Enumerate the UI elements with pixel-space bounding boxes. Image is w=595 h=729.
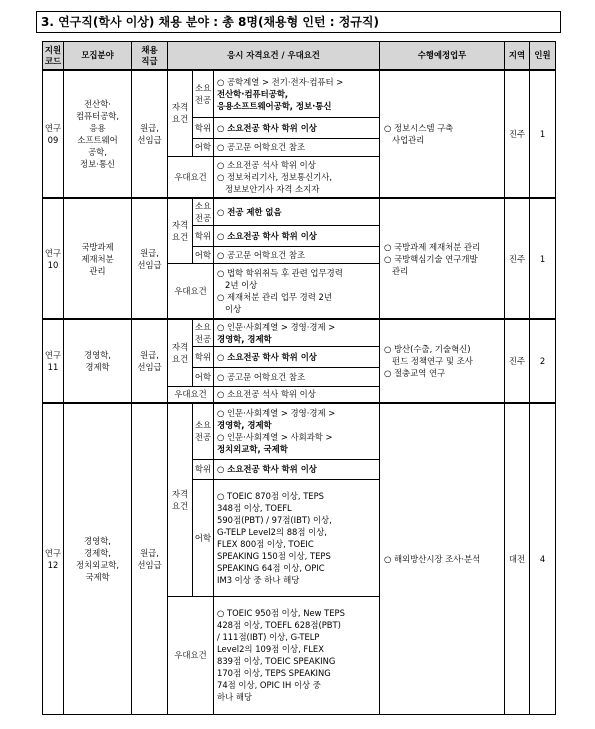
degree-label: 학위 xyxy=(193,117,214,138)
degree-requirement: ○ 소요전공 학사 학위 이상 xyxy=(214,117,380,138)
language-requirement: ○ TOEIC 870점 이상, TEPS 348점 이상, TOEFL 590점(PBT) / 97점(IBT) 이상, G-TELP Level2의 88점 이상, FLEX 800점 이상, TOEIC SPEAKING 150점 이상, TEPS SPEAKING 64점 이상, OPIC IM3 이상 중 하나 해당 xyxy=(214,479,380,596)
header-region: 지역 xyxy=(505,42,530,71)
code-cell: 연구 12 xyxy=(43,403,64,714)
major-requirement: ○ 인문·사회계열 > 경영·경제 > 경영학, 경제학 xyxy=(214,319,380,346)
header-field: 모집분야 xyxy=(64,42,132,71)
rank-cell: 원급, 선임급 xyxy=(132,403,168,714)
preference-label: 우대요건 xyxy=(168,263,214,319)
preference-label: 우대요건 xyxy=(168,596,214,714)
code-cell: 연구 09 xyxy=(43,70,64,198)
region-cell: 진주 xyxy=(505,198,530,319)
count-cell: 1 xyxy=(530,198,556,319)
table-row xyxy=(43,70,556,117)
major-label: 소요 전공 xyxy=(193,70,214,117)
qual-label: 자격 요건 xyxy=(168,319,193,386)
qual-label: 자격 요건 xyxy=(168,70,193,156)
preference-requirement: ○ 법학 학위취득 후 관련 업무경력 2년 이상 ○ 제재처분 관리 업무 경력 2년 이상 xyxy=(214,263,380,319)
table-row xyxy=(43,319,556,346)
degree-requirement: ○ 소요전공 학사 학위 이상 xyxy=(214,346,380,367)
table-row xyxy=(43,198,556,225)
preference-label: 우대요건 xyxy=(168,156,214,198)
preference-label: 우대요건 xyxy=(168,386,214,403)
rank-cell: 원급, 선임급 xyxy=(132,70,168,198)
region-cell: 대전 xyxy=(505,403,530,714)
count-cell: 2 xyxy=(530,319,556,403)
region-cell: 진주 xyxy=(505,70,530,198)
field-cell: 경영학, 경제학 xyxy=(64,319,132,403)
header-duty: 수행예정업무 xyxy=(380,42,505,71)
recruitment-table xyxy=(42,41,556,715)
region-cell: 진주 xyxy=(505,319,530,403)
language-requirement: ○ 공고문 어학요건 참조 xyxy=(214,246,380,263)
rank-cell: 원급, 선임급 xyxy=(132,319,168,403)
language-label: 어학 xyxy=(193,479,214,596)
language-label: 어학 xyxy=(193,367,214,386)
rank-cell: 원급, 선임급 xyxy=(132,198,168,319)
duty-cell: ○ 해외방산시장 조사·분석 xyxy=(380,403,505,714)
count-cell: 1 xyxy=(530,70,556,198)
header-row xyxy=(43,42,556,71)
field-cell: 경영학, 경제학, 정치외교학, 국제학 xyxy=(64,403,132,714)
duty-cell: ○ 방산(수출, 기술혁신) 펀드 정책연구 및 조사 ○ 절충교역 연구 xyxy=(380,319,505,403)
field-cell: 전산학· 컴퓨터공학, 응용 소프트웨어 공학, 정보·통신 xyxy=(64,70,132,198)
code-cell: 연구 11 xyxy=(43,319,64,403)
header-code: 지원 코드 xyxy=(43,42,64,71)
preference-requirement: ○ TOEIC 950점 이상, New TEPS 428점 이상, TOEFL 628점(PBT) / 111점(IBT) 이상, G-TELP Level2의 109점 이상, FLEX 839점 이상, TOEIC SPEAKING 170점 이상, TEPS SPEAKING 74점 이상, OPIC IH 이상 중 하나 해당 xyxy=(214,596,380,714)
major-label: 소요 전공 xyxy=(193,319,214,346)
degree-label: 학위 xyxy=(193,225,214,246)
language-label: 어학 xyxy=(193,246,214,263)
major-label: 소요 전공 xyxy=(193,403,214,459)
language-requirement: ○ 공고문 어학요건 참조 xyxy=(214,367,380,386)
major-requirement: ○ 공학계열 > 전기·전자·컴퓨터 > 전산학·컴퓨터공학, 응용소프트웨어공학, 정보·통신 xyxy=(214,70,380,117)
header-count: 인원 xyxy=(530,42,556,71)
language-label: 어학 xyxy=(193,138,214,156)
duty-cell: ○ 정보시스템 구축 사업관리 xyxy=(380,70,505,198)
degree-requirement: ○ 소요전공 학사 학위 이상 xyxy=(214,459,380,479)
preference-requirement: ○ 소요전공 석사 학위 이상 xyxy=(214,386,380,403)
major-requirement: ○ 전공 제한 없음 xyxy=(214,198,380,225)
qual-label: 자격 요건 xyxy=(168,403,193,596)
table-row xyxy=(43,403,556,459)
duty-cell: ○ 국방과제 제재처분 관리 ○ 국방핵심기술 연구개발 관리 xyxy=(380,198,505,319)
qual-label: 자격 요건 xyxy=(168,198,193,263)
degree-label: 학위 xyxy=(193,459,214,479)
degree-requirement: ○ 소요전공 학사 학위 이상 xyxy=(214,225,380,246)
code-cell: 연구 10 xyxy=(43,198,64,319)
major-requirement: ○ 인문·사회계열 > 경영·경제 > 경영학, 경제학 ○ 인문·사회계열 > 사회과학 > 정치외교학, 국제학 xyxy=(214,403,380,459)
language-requirement: ○ 공고문 어학요건 참조 xyxy=(214,138,380,156)
field-cell: 국방과제 제재처분 관리 xyxy=(64,198,132,319)
degree-label: 학위 xyxy=(193,346,214,367)
count-cell: 4 xyxy=(530,403,556,714)
preference-requirement: ○ 소요전공 석사 학위 이상 ○ 정보처리기사, 정보통신기사, 정보보안기사 자격 소지자 xyxy=(214,156,380,198)
major-label: 소요 전공 xyxy=(193,198,214,225)
header-rank: 채용 직급 xyxy=(132,42,168,71)
header-qualification: 응시 자격요건 / 우대요건 xyxy=(168,42,380,71)
section-title: 3. 연구직(학사 이상) 채용 분야 : 총 8명(채용형 인턴 : 정규직) xyxy=(36,11,561,33)
